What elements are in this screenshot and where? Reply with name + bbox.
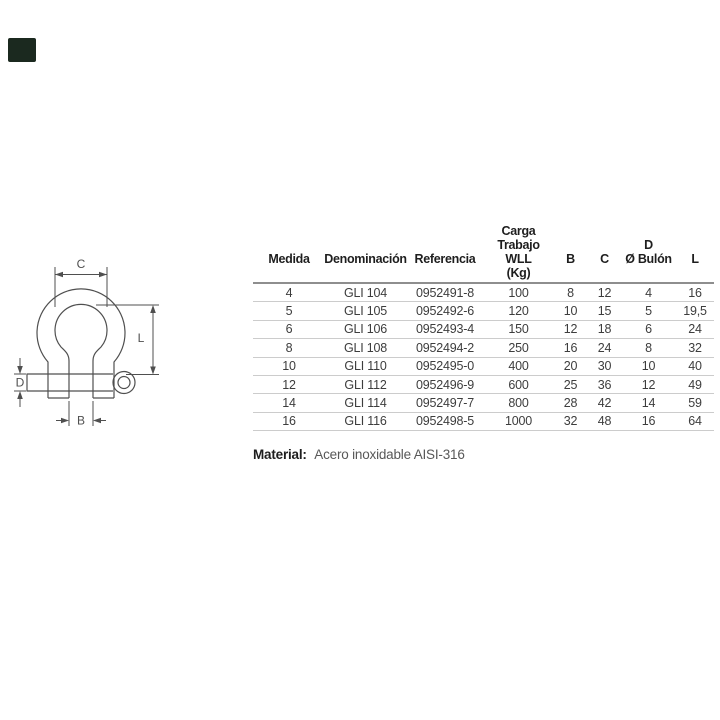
table-cell: 4 [645,285,652,300]
table-cell: 10 [282,359,296,374]
table-row [253,302,714,320]
table-cell: 150 [508,322,529,337]
material-note [253,447,465,462]
table-cell: GLI 105 [343,304,388,319]
table-cell: 10 [641,359,656,374]
table-cell: 1000 [504,414,532,429]
table-cell: 8 [645,340,652,355]
table-body [253,284,714,431]
table-cell: GLI 104 [343,285,388,300]
table-cell: 24 [597,340,612,355]
table-cell: 12 [641,377,656,392]
table-cell: 4 [285,285,293,300]
table-cell: 14 [641,396,656,411]
table-cell: 400 [508,359,529,374]
material-value: Acero inoxidable AISI-316 [314,447,465,462]
table-cell: 6 [645,322,652,337]
table-cell: GLI 116 [344,414,387,429]
dim-label-d: D [15,375,25,390]
table-cell: 15 [597,304,612,319]
table-cell: 12 [563,322,578,337]
table-cell: 40 [688,359,702,374]
dimension-d [14,358,26,407]
col-header-medida: Medida [268,252,310,266]
table-cell: 20 [563,359,578,374]
table-cell: 0952493-4 [416,322,474,337]
table-cell: 8 [567,285,574,300]
table-cell: 64 [688,414,702,429]
table-cell: 16 [688,285,702,300]
table-cell: 0952498-5 [416,414,474,429]
col-header-l: L [691,252,699,266]
table-cell: 25 [563,377,578,392]
col-header-referencia: Referencia [414,252,476,266]
material-label: Material: [253,447,307,462]
table-row [253,284,714,302]
table-cell: 12 [597,285,612,300]
table-cell: 28 [563,396,578,411]
table-cell: 16 [282,414,296,429]
table-row [253,358,714,376]
col-header-b: B [566,252,575,266]
dim-label-l: L [137,331,145,345]
table-cell: 42 [597,396,612,411]
table-row [253,376,714,394]
shackle-pin [27,374,113,391]
table-row [253,413,714,431]
table-cell: 16 [641,414,656,429]
table-cell: 5 [285,304,293,319]
table-cell: 600 [508,377,529,392]
col-header-c: C [600,252,609,266]
shackle-diagram [10,245,240,440]
table-cell: 0952497-7 [416,396,474,411]
table-cell: 32 [688,340,702,355]
table-cell: 32 [563,414,578,429]
table-row [253,339,714,357]
table-cell: 10 [563,304,578,319]
table-cell: 100 [508,285,529,300]
table-cell: 250 [508,340,529,355]
table-cell: 0952491-8 [416,285,474,300]
table-cell: 49 [688,377,702,392]
table-cell: 24 [688,322,702,337]
table-cell: 36 [597,377,612,392]
table-cell: 16 [563,340,578,355]
table-cell: GLI 108 [343,340,388,355]
table-cell: 6 [285,322,293,337]
table-cell: 5 [645,304,652,319]
table-cell: 120 [508,304,529,319]
table-cell: 0952495-0 [416,359,474,374]
table-cell: GLI 106 [343,322,388,337]
table-cell: 18 [597,322,612,337]
table-cell: 12 [282,377,296,392]
table-cell: 8 [285,340,293,355]
col-header-carga: Carga Trabajo WLL (Kg) [497,224,540,280]
table-row [253,321,714,339]
logo-block [8,38,36,62]
table-cell: 0952494-2 [416,340,474,355]
table-cell: 48 [597,414,612,429]
table-cell: 30 [597,359,612,374]
table-cell: 59 [688,396,702,411]
table-cell: 14 [282,396,296,411]
table-cell: GLI 112 [344,377,387,392]
dimension-c [55,257,107,307]
table-cell: 19,5 [683,304,707,319]
table-cell: GLI 114 [344,396,387,411]
table-header-row [253,222,714,284]
spec-table [253,222,714,431]
dim-label-c: C [76,257,86,271]
table-cell: 0952492-6 [416,304,474,319]
table-cell: 0952496-9 [416,377,474,392]
table-row [253,394,714,412]
col-header-denominacion: Denominación [324,252,407,266]
dim-label-b: B [76,413,86,428]
pin-head-hole [118,377,130,389]
dimension-b [56,401,106,428]
col-header-d-bulon: D Ø Bulón [625,238,672,266]
table-cell: GLI 110 [344,359,387,374]
table-cell: 800 [508,396,529,411]
